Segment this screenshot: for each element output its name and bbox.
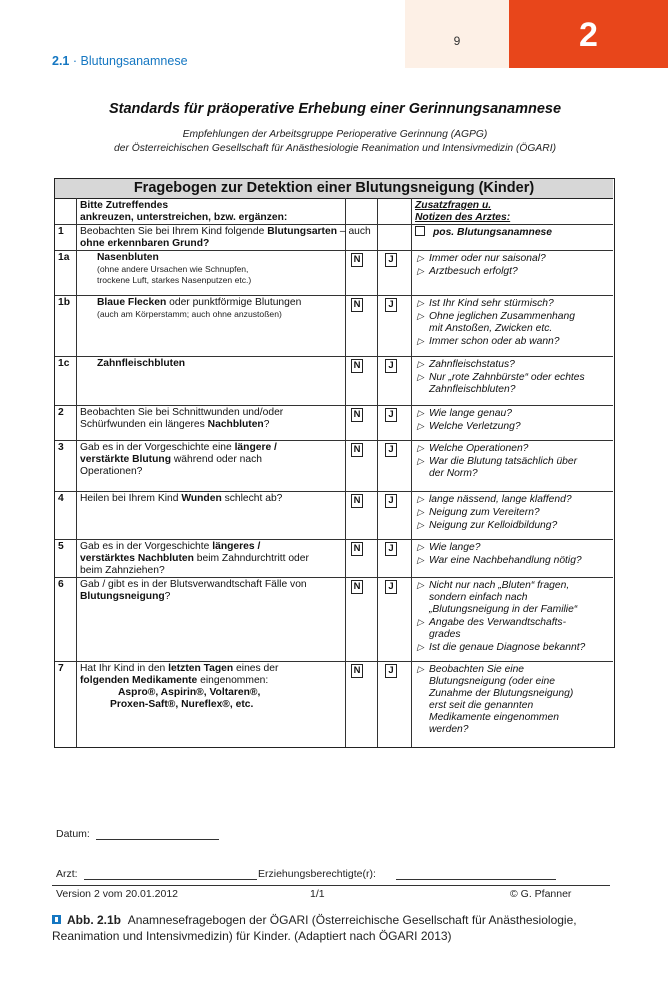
triangle-bullet-icon: ▷ <box>417 372 424 382</box>
followup-questions <box>417 663 573 736</box>
question-text: Schürfwunden ein längeres <box>80 419 208 430</box>
notes-line-1: Zusatzfragen u. <box>415 200 492 211</box>
column-divider <box>76 198 77 747</box>
yes-checkbox[interactable]: J <box>385 443 397 457</box>
followup-questions <box>417 358 585 396</box>
section-title: Blutungsanamnese <box>80 54 188 68</box>
followup-question: Zahnfleischbluten? <box>429 384 516 395</box>
row-number: 3 <box>58 442 64 453</box>
followup-questions <box>417 541 582 567</box>
triangle-bullet-icon: ▷ <box>417 580 424 590</box>
row-number: 1c <box>58 358 70 369</box>
column-divider <box>345 198 346 747</box>
triangle-bullet-icon: ▷ <box>417 408 424 418</box>
followup-question: Nur „rote Zahnbürste“ oder echtes <box>429 372 585 383</box>
triangle-bullet-icon: ▷ <box>417 664 424 674</box>
row-divider <box>55 539 613 540</box>
followup-question: War die Blutung tatsächlich über <box>429 456 578 467</box>
question-text: eingenommen: <box>197 675 269 686</box>
triangle-bullet-icon: ▷ <box>417 520 424 530</box>
question-keyword: Blaue Flecken <box>97 297 167 308</box>
followup-question: Neigung zur Kelloidbildung? <box>429 520 558 531</box>
followup-question: mit Anstoßen, Zwicken etc. <box>429 323 553 334</box>
yes-checkbox[interactable]: J <box>385 580 397 594</box>
followup-questions <box>417 579 585 654</box>
question-text: – auch <box>337 226 371 237</box>
doctor-notes-heading <box>415 200 510 224</box>
no-checkbox[interactable]: N <box>351 443 363 457</box>
question-keyword: Blutungsarten <box>267 226 337 237</box>
row-number: 6 <box>58 579 64 590</box>
followup-question: Zunahme der Blutungsneigung) <box>429 688 574 699</box>
yes-checkbox[interactable]: J <box>385 408 397 422</box>
followup-question: Wie lange? <box>429 542 481 553</box>
row-divider <box>55 224 613 225</box>
row-question <box>80 663 278 711</box>
followup-question: lange nässend, lange klaffend? <box>429 494 572 505</box>
row-divider <box>55 661 613 662</box>
row-question <box>80 579 307 603</box>
question-keyword: Wunden <box>181 493 222 504</box>
section-heading: 2.1 · Blutungsanamnese <box>52 54 188 68</box>
question-keyword: längere / <box>234 442 277 453</box>
question-text: Heilen bei Ihrem Kind <box>80 493 182 504</box>
row-divider <box>55 250 613 251</box>
question-text: ohne erkennbaren Grund? <box>80 238 210 249</box>
triangle-bullet-icon: ▷ <box>417 456 424 466</box>
followup-question: der Norm? <box>429 468 478 479</box>
notes-line-2: Notizen des Arztes: <box>415 212 511 223</box>
row-divider <box>55 295 613 296</box>
question-text: beim Zahndurchtritt oder <box>193 553 309 564</box>
question-text: oder punktförmige Blutungen <box>166 297 302 308</box>
row-number: 1a <box>58 252 70 263</box>
followup-question: Immer oder nur saisonal? <box>429 253 546 264</box>
followup-question: Beobachten Sie eine <box>429 664 525 675</box>
document-subtitle-2: der Österreichischen Gesellschaft für Anästhesiologie Reanimation und Intensivmedizin (ÖGARI) <box>113 143 557 154</box>
question-hint: (auch am Körperstamm; auch ohne anzustoßen) <box>97 309 282 319</box>
no-checkbox[interactable]: N <box>351 580 363 594</box>
checkbox-icon[interactable] <box>415 226 425 236</box>
question-text: schlecht ab? <box>221 493 283 504</box>
question-text: Gab es in der Vorgeschichte <box>80 541 213 552</box>
no-checkbox[interactable]: N <box>351 253 363 267</box>
document-subtitle-1: Empfehlungen der Arbeitsgruppe Perioperative Gerinnung (AGPG) <box>182 129 488 140</box>
row-number: 4 <box>58 493 64 504</box>
row-question <box>97 297 301 320</box>
row-divider <box>55 356 613 357</box>
question-hint: trockene Luft, starkes Nasenputzen etc.) <box>97 274 252 285</box>
page-number-box <box>405 0 509 68</box>
version-text: Version 2 vom 20.01.2012 <box>56 888 179 900</box>
triangle-bullet-icon: ▷ <box>417 443 424 453</box>
row-divider <box>55 440 613 441</box>
date-field[interactable] <box>96 839 219 840</box>
triangle-bullet-icon: ▷ <box>417 642 424 652</box>
triangle-bullet-icon: ▷ <box>417 266 424 276</box>
doctor-label: Arzt: <box>56 868 78 880</box>
followup-question: Immer schon oder ab wann? <box>429 336 560 347</box>
followup-question: „Blutungsneigung in der Familie“ <box>429 604 578 615</box>
followup-question: Medikamente eingenommen <box>429 712 559 723</box>
no-checkbox[interactable]: N <box>351 359 363 373</box>
positive-history-option[interactable] <box>415 226 552 239</box>
row-number: 5 <box>58 541 64 552</box>
question-keyword: Zahnfleischbluten <box>97 358 186 369</box>
positive-history-label: pos. Blutungsanamnese <box>433 227 553 238</box>
followup-question: Ist Ihr Kind sehr stürmisch? <box>429 298 554 309</box>
chapter-tab <box>509 0 668 68</box>
page-count: 1/1 <box>310 888 325 900</box>
triangle-bullet-icon: ▷ <box>417 359 424 369</box>
chapter-number: 2 <box>579 16 598 54</box>
triangle-bullet-icon: ▷ <box>417 542 424 552</box>
triangle-bullet-icon: ▷ <box>417 311 424 321</box>
followup-question: grades <box>429 629 461 640</box>
footer-divider <box>52 885 610 886</box>
yes-checkbox[interactable]: J <box>385 664 397 678</box>
figure-caption <box>52 912 612 944</box>
figure-caption-text: Anamnesefragebogen der ÖGARI (Österreichische Gesellschaft für Anästhesiologie, Reanimation und Intensivmedizin) für Kinder. (Adaptiert nach ÖGARI 2013) <box>52 913 577 943</box>
document-title: Standards für präoperative Erhebung einer Gerinnungsanamnese <box>108 101 562 117</box>
section-number: 2.1 <box>52 54 70 68</box>
question-text: ? <box>263 419 270 430</box>
row-divider <box>55 405 613 406</box>
row-question <box>80 407 283 431</box>
row-question <box>80 541 309 577</box>
question-hint: (ohne andere Ursachen wie Schnupfen, <box>97 264 249 274</box>
row-question <box>80 226 410 250</box>
followup-question: Blutungsneigung (oder eine <box>429 676 555 687</box>
row-number: 2 <box>58 407 64 418</box>
row-question <box>80 442 277 478</box>
no-checkbox[interactable]: N <box>351 298 363 312</box>
question-text: Beobachten Sie bei Schnittwunden und/oder <box>80 407 284 418</box>
question-keyword: Blutungsneigung <box>80 591 165 602</box>
form-title: Fragebogen zur Detektion einer Blutungsneigung (Kinder) <box>55 179 613 199</box>
no-checkbox[interactable]: N <box>351 494 363 508</box>
triangle-bullet-icon: ▷ <box>417 421 424 431</box>
column-divider <box>377 198 378 747</box>
doctor-signature-field[interactable] <box>84 879 257 880</box>
followup-question: sondern einfach nach <box>429 592 528 603</box>
question-text: Beobachten Sie bei Ihrem Kind folgende <box>80 226 268 237</box>
triangle-bullet-icon: ▷ <box>417 253 424 263</box>
guardian-signature-field[interactable] <box>396 879 556 880</box>
followup-question: Wie lange genau? <box>429 408 512 419</box>
triangle-bullet-icon: ▷ <box>417 507 424 517</box>
date-label: Datum: <box>56 828 90 840</box>
guardian-label: Erziehungsberechtigte(r): <box>258 868 376 880</box>
question-keyword: letzten Tagen <box>168 663 234 674</box>
questionnaire-form <box>54 178 615 748</box>
yes-checkbox[interactable]: J <box>385 542 397 556</box>
question-keyword: längeres / <box>212 541 261 552</box>
medication-list: Proxen-Saft®, Nureflex®, etc. <box>110 699 254 710</box>
followup-question: Zahnfleischstatus? <box>429 359 515 370</box>
followup-questions <box>417 252 546 278</box>
medication-list: Aspro®, Aspirin®, Voltaren®, <box>118 687 261 698</box>
question-keyword: verstärktes Nachbluten <box>80 553 194 564</box>
row-question <box>80 493 282 505</box>
page-number: 9 <box>453 34 461 48</box>
question-keyword: folgenden Medikamente <box>80 675 198 686</box>
row-number: 1 <box>58 226 64 237</box>
triangle-bullet-icon: ▷ <box>417 494 424 504</box>
no-checkbox[interactable]: N <box>351 664 363 678</box>
triangle-bullet-icon: ▷ <box>417 336 424 346</box>
followup-questions <box>417 493 572 532</box>
question-text: ? <box>164 591 171 602</box>
followup-question: Angabe des Verwandtschafts- <box>429 617 566 628</box>
column-divider <box>411 198 412 747</box>
yes-checkbox[interactable]: J <box>385 253 397 267</box>
triangle-bullet-icon: ▷ <box>417 298 424 308</box>
followup-questions <box>417 407 521 433</box>
question-text: Gab / gibt es in der Blutsverwandtschaft Fälle von <box>80 579 307 590</box>
followup-question: Ist die genaue Diagnose bekannt? <box>429 642 586 653</box>
row-divider <box>55 491 613 492</box>
question-keyword: Nasenbluten <box>97 252 159 263</box>
question-text: beim Zahnziehen? <box>80 565 165 576</box>
triangle-bullet-icon: ▷ <box>417 617 424 627</box>
followup-question: erst seit die genannten <box>429 700 534 711</box>
yes-checkbox[interactable]: J <box>385 359 397 373</box>
instruction-line-2: ankreuzen, unterstreichen, bzw. ergänzen: <box>80 212 288 223</box>
followup-questions <box>417 297 575 348</box>
no-checkbox[interactable]: N <box>351 408 363 422</box>
question-keyword: Nachbluten <box>207 419 264 430</box>
question-text: Hat Ihr Kind in den <box>80 663 169 674</box>
row-question <box>97 252 251 285</box>
followup-question: Welche Operationen? <box>429 443 529 454</box>
followup-question: werden? <box>429 724 469 735</box>
instructions <box>80 200 287 224</box>
yes-checkbox[interactable]: J <box>385 494 397 508</box>
row-number: 1b <box>58 297 71 308</box>
followup-question: Nicht nur nach „Bluten“ fragen, <box>429 580 570 591</box>
question-text: Gab es in der Vorgeschichte eine <box>80 442 235 453</box>
row-number: 7 <box>58 663 64 674</box>
followup-question: Arztbesuch erfolgt? <box>429 266 518 277</box>
yes-checkbox[interactable]: J <box>385 298 397 312</box>
no-checkbox[interactable]: N <box>351 542 363 556</box>
followup-question: Neigung zum Vereitern? <box>429 507 540 518</box>
question-keyword: verstärkte Blutung <box>80 454 171 465</box>
figure-label: Abb. 2.1b <box>67 913 122 927</box>
question-text: eines der <box>233 663 279 674</box>
figure-marker-icon <box>52 915 61 924</box>
followup-question: War eine Nachbehandlung nötig? <box>429 555 582 566</box>
question-text: während oder nach <box>170 454 263 465</box>
copyright: © G. Pfanner <box>510 888 572 900</box>
followup-questions <box>417 442 577 480</box>
followup-question: Ohne jeglichen Zusammenhang <box>429 311 575 322</box>
row-divider <box>55 577 613 578</box>
question-text: Operationen? <box>80 466 143 477</box>
triangle-bullet-icon: ▷ <box>417 555 424 565</box>
instruction-line-1: Bitte Zutreffendes <box>80 200 169 211</box>
followup-question: Welche Verletzung? <box>429 421 521 432</box>
